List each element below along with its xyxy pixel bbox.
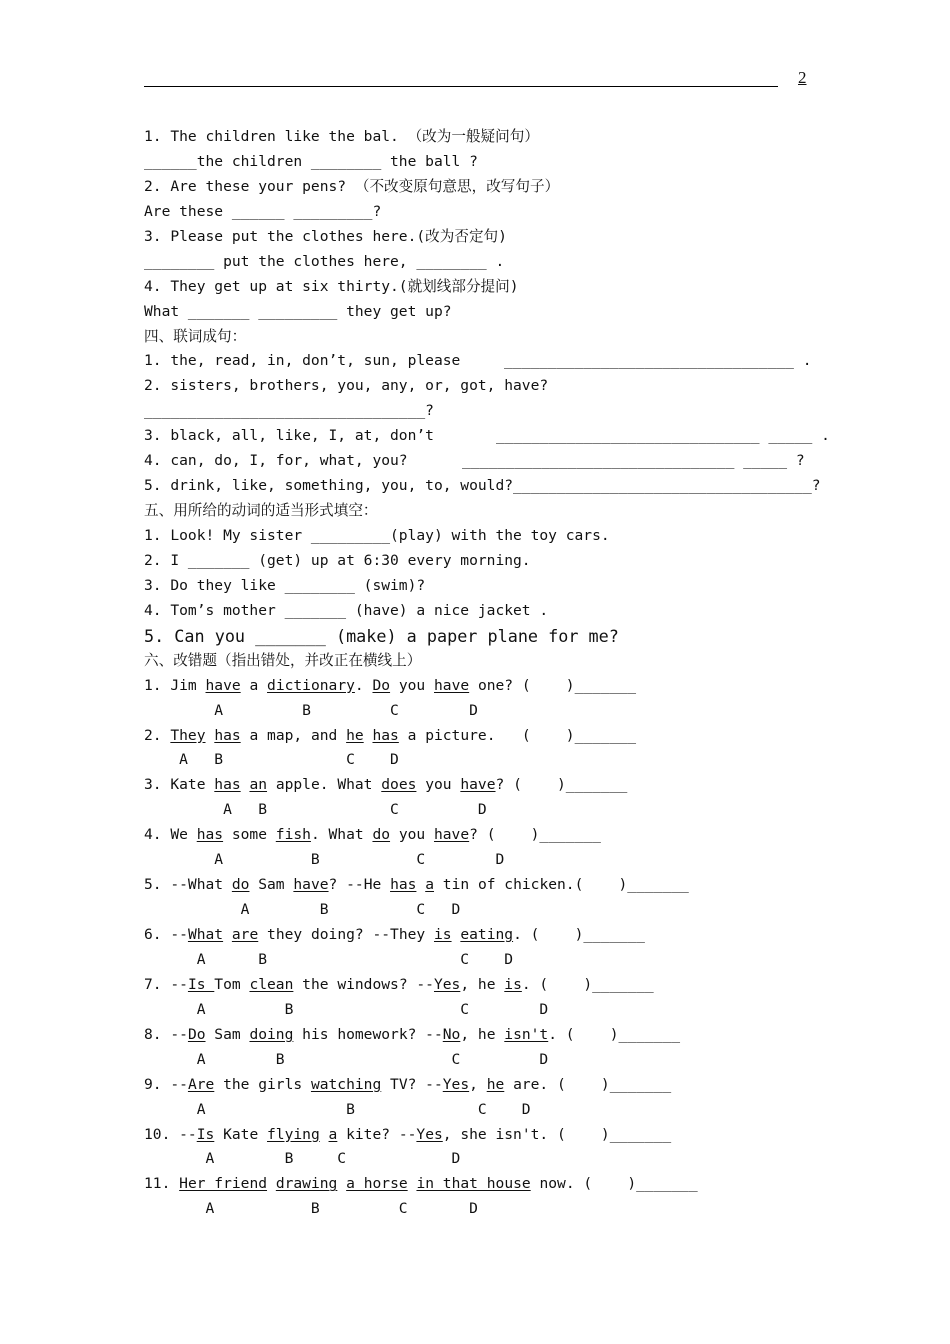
option-letters: A B C D [144, 1000, 549, 1018]
answer-blank-line: ________________________________? [144, 402, 434, 420]
error-item: 1. Jim have a dictionary. Do you have one? ( )_______ [144, 676, 637, 694]
word-order-item: 2. sisters, brothers, you, any, or, got, have? [144, 377, 549, 395]
section-heading-4: 四、联词成句： [144, 327, 247, 345]
word-order-item [144, 449, 834, 474]
error-item: 10. --Is Kate flying a kite? --Yes, she isn't. ( )_______ [144, 1125, 672, 1143]
error-item: 2. They has a map, and he has a picture. ( )_______ [144, 726, 637, 744]
question-line: 2. Are these your pens? （不改变原句意思，改写句子） [144, 177, 560, 195]
verb-item: 5. Can you _______ (make) a paper plane for me? [144, 625, 619, 646]
error-item: 5. --What do Sam have? --He has a tin of chicken.( )_______ [144, 876, 689, 894]
answer-line: ______the children ________ the ball ? [144, 152, 478, 170]
error-item: 11. Her friend drawing a horse in that house now. ( )_______ [144, 1175, 698, 1193]
word-order-item [144, 349, 834, 374]
option-letters: A B C D [144, 851, 505, 869]
option-letters: A B C D [144, 751, 399, 769]
word-list: 1. the, read, in, don’t, sun, please [144, 352, 461, 370]
option-letters: A B C D [144, 1100, 531, 1118]
answer-line: ________ put the clothes here, ________ . [144, 252, 505, 270]
header-rule [144, 86, 778, 87]
answer-line: What _______ _________ they get up? [144, 302, 452, 320]
error-item: 4. We has some fish. What do you have? ( )_______ [144, 826, 601, 844]
option-letters: A B C D [144, 801, 487, 819]
page-number: 2 [798, 68, 807, 87]
answer-blank: _______________________________ _____ ? [462, 452, 805, 470]
option-letters: A B C D [144, 1200, 478, 1218]
question-line: 1. The children like the bal. （改为一般疑问句） [144, 128, 539, 145]
word-order-item: 5. drink, like, something, you, to, would?__________________________________? [144, 477, 821, 495]
word-list: 3. black, all, like, I, at, don’t [144, 427, 434, 445]
word-list: 4. can, do, I, for, what, you? [144, 452, 408, 470]
error-item: 8. --Do Sam doing his homework? --No, he isn't. ( )_______ [144, 1025, 681, 1043]
verb-item: 2. I _______ (get) up at 6:30 every morning. [144, 551, 531, 569]
verb-item: 4. Tom’s mother _______ (have) a nice jacket . [144, 601, 549, 619]
error-item: 9. --Are the girls watching TV? --Yes, he are. ( )_______ [144, 1075, 672, 1093]
section-heading-5: 五、用所给的动词的适当形式填空： [144, 502, 378, 520]
option-letters: A B C D [144, 950, 514, 968]
option-letters: A B C D [144, 1150, 461, 1168]
error-item: 7. --Is Tom clean the windows? --Yes, he is. ( )_______ [144, 975, 654, 993]
error-item: 6. --What are they doing? --They is eating. ( )_______ [144, 926, 645, 943]
section-heading-6: 六、改错题（指出错处，并改正在横线上） [144, 651, 422, 669]
answer-blank: ______________________________ _____ . [496, 427, 830, 445]
option-letters: A B C D [144, 701, 478, 719]
option-letters: A B C D [144, 901, 461, 919]
answer-blank: _________________________________ . [504, 352, 812, 370]
option-letters: A B C D [144, 1050, 549, 1068]
question-line: 3. Please put the clothes here.(改为否定句) [144, 227, 507, 245]
verb-item: 1. Look! My sister _________(play) with the toy cars. [144, 527, 610, 544]
word-order-item [144, 424, 834, 449]
verb-item: 3. Do they like ________ (swim)? [144, 576, 426, 594]
worksheet-body [144, 125, 834, 1222]
error-item: 3. Kate has an apple. What does you have? ( )_______ [144, 776, 628, 794]
question-line: 4. They get up at six thirty.(就划线部分提问) [144, 277, 519, 295]
answer-line: Are these ______ _________? [144, 202, 382, 220]
